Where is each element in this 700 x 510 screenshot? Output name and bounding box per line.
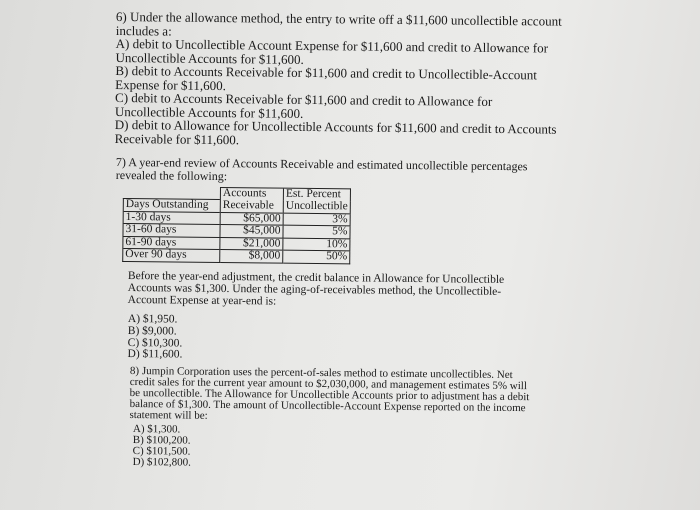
- header-receivable: Receivable: [220, 200, 283, 213]
- question-7-prompt: Before the year-end adjustment, the credit balance in Allowance for Uncollectible Accounts was $1,300. Under the aging-of-receivables method, the Uncollectible-Account Expense at year-end is:: [127, 270, 505, 308]
- row-percent: 3%: [283, 213, 350, 226]
- row-percent: 50%: [283, 250, 350, 263]
- question-8-choice-b: B) $100,200.: [132, 433, 191, 447]
- row-label: 61-90 days: [123, 236, 220, 250]
- question-8: [129, 366, 530, 425]
- question-6-choice-b: B) debit to Accounts Receivable for $11,600 and credit to Uncollectible-Account Expense for $11,600.: [115, 62, 537, 93]
- question-7-choice-b: B) $9,000.: [127, 324, 177, 338]
- table-row: [123, 249, 350, 264]
- row-receivable: $65,000: [220, 212, 283, 225]
- question-6-choice-a: A) debit to Uncollectible Account Expense for $11,600 and credit to Allowance for Uncollectible Accounts for $11,600.: [115, 35, 549, 67]
- question-7-choice-c: C) $10,300.: [127, 336, 183, 350]
- header-uncollectible: Uncollectible: [283, 200, 350, 213]
- question-7-choice-d: D) $11,600.: [127, 348, 183, 361]
- row-receivable: $21,000: [220, 237, 283, 250]
- row-receivable: $8,000: [220, 250, 283, 263]
- question-6: [115, 10, 566, 150]
- question-7-choices: [128, 314, 183, 362]
- header-top-col2: Accounts: [220, 188, 283, 201]
- question-8-stem: 8) Jumpin Corporation uses the percent-of-sales method to estimate uncollectibles. Net credit sales for the current year amount to $2,030,000, and management estimates 5% will be uncollectible. The Allowance for Uncollectible Accounts prior to adjustment has a debit balance of $1,300. The amount of Uncollectible-Account Expense reported on the income statement will be:: [129, 365, 530, 422]
- row-receivable: $45,000: [220, 225, 283, 238]
- question-7-stem: 7) A year-end review of Accounts Receivable and estimated uncollectible percentages revealed the following:: [115, 155, 528, 184]
- row-label: 31-60 days: [123, 224, 220, 238]
- question-8-choices: [133, 424, 192, 469]
- question-8-choice-c: C) $101,500.: [132, 444, 191, 458]
- row-label: 1-30 days: [123, 211, 220, 225]
- aging-table: [122, 186, 351, 264]
- question-7-after-table: [128, 270, 538, 310]
- row-label: Over 90 days: [123, 249, 220, 263]
- question-8-choice-d: D) $102,800.: [132, 455, 192, 469]
- question-6-choice-d: D) debit to Allowance for Uncollectible Accounts for $11,600 and credit to Accounts Receivable for $11,600.: [114, 116, 557, 147]
- row-percent: 10%: [283, 238, 350, 251]
- header-top-col3: Est. Percent: [283, 188, 350, 201]
- row-percent: 5%: [283, 225, 350, 238]
- question-6-choice-c: C) debit to Accounts Receivable for $11,600 and credit to Allowance for Uncollectible Accounts for $11,600.: [114, 89, 493, 121]
- header-days-outstanding: Days Outstanding: [123, 199, 220, 213]
- question-8-choice-a: A) $1,300.: [132, 423, 181, 436]
- question-7-choice-a: A) $1,950.: [127, 313, 178, 326]
- question-6-stem: 6) Under the allowance method, the entry to write off a $11,600 uncollectible account includes a:: [115, 9, 562, 39]
- question-7: [116, 156, 536, 186]
